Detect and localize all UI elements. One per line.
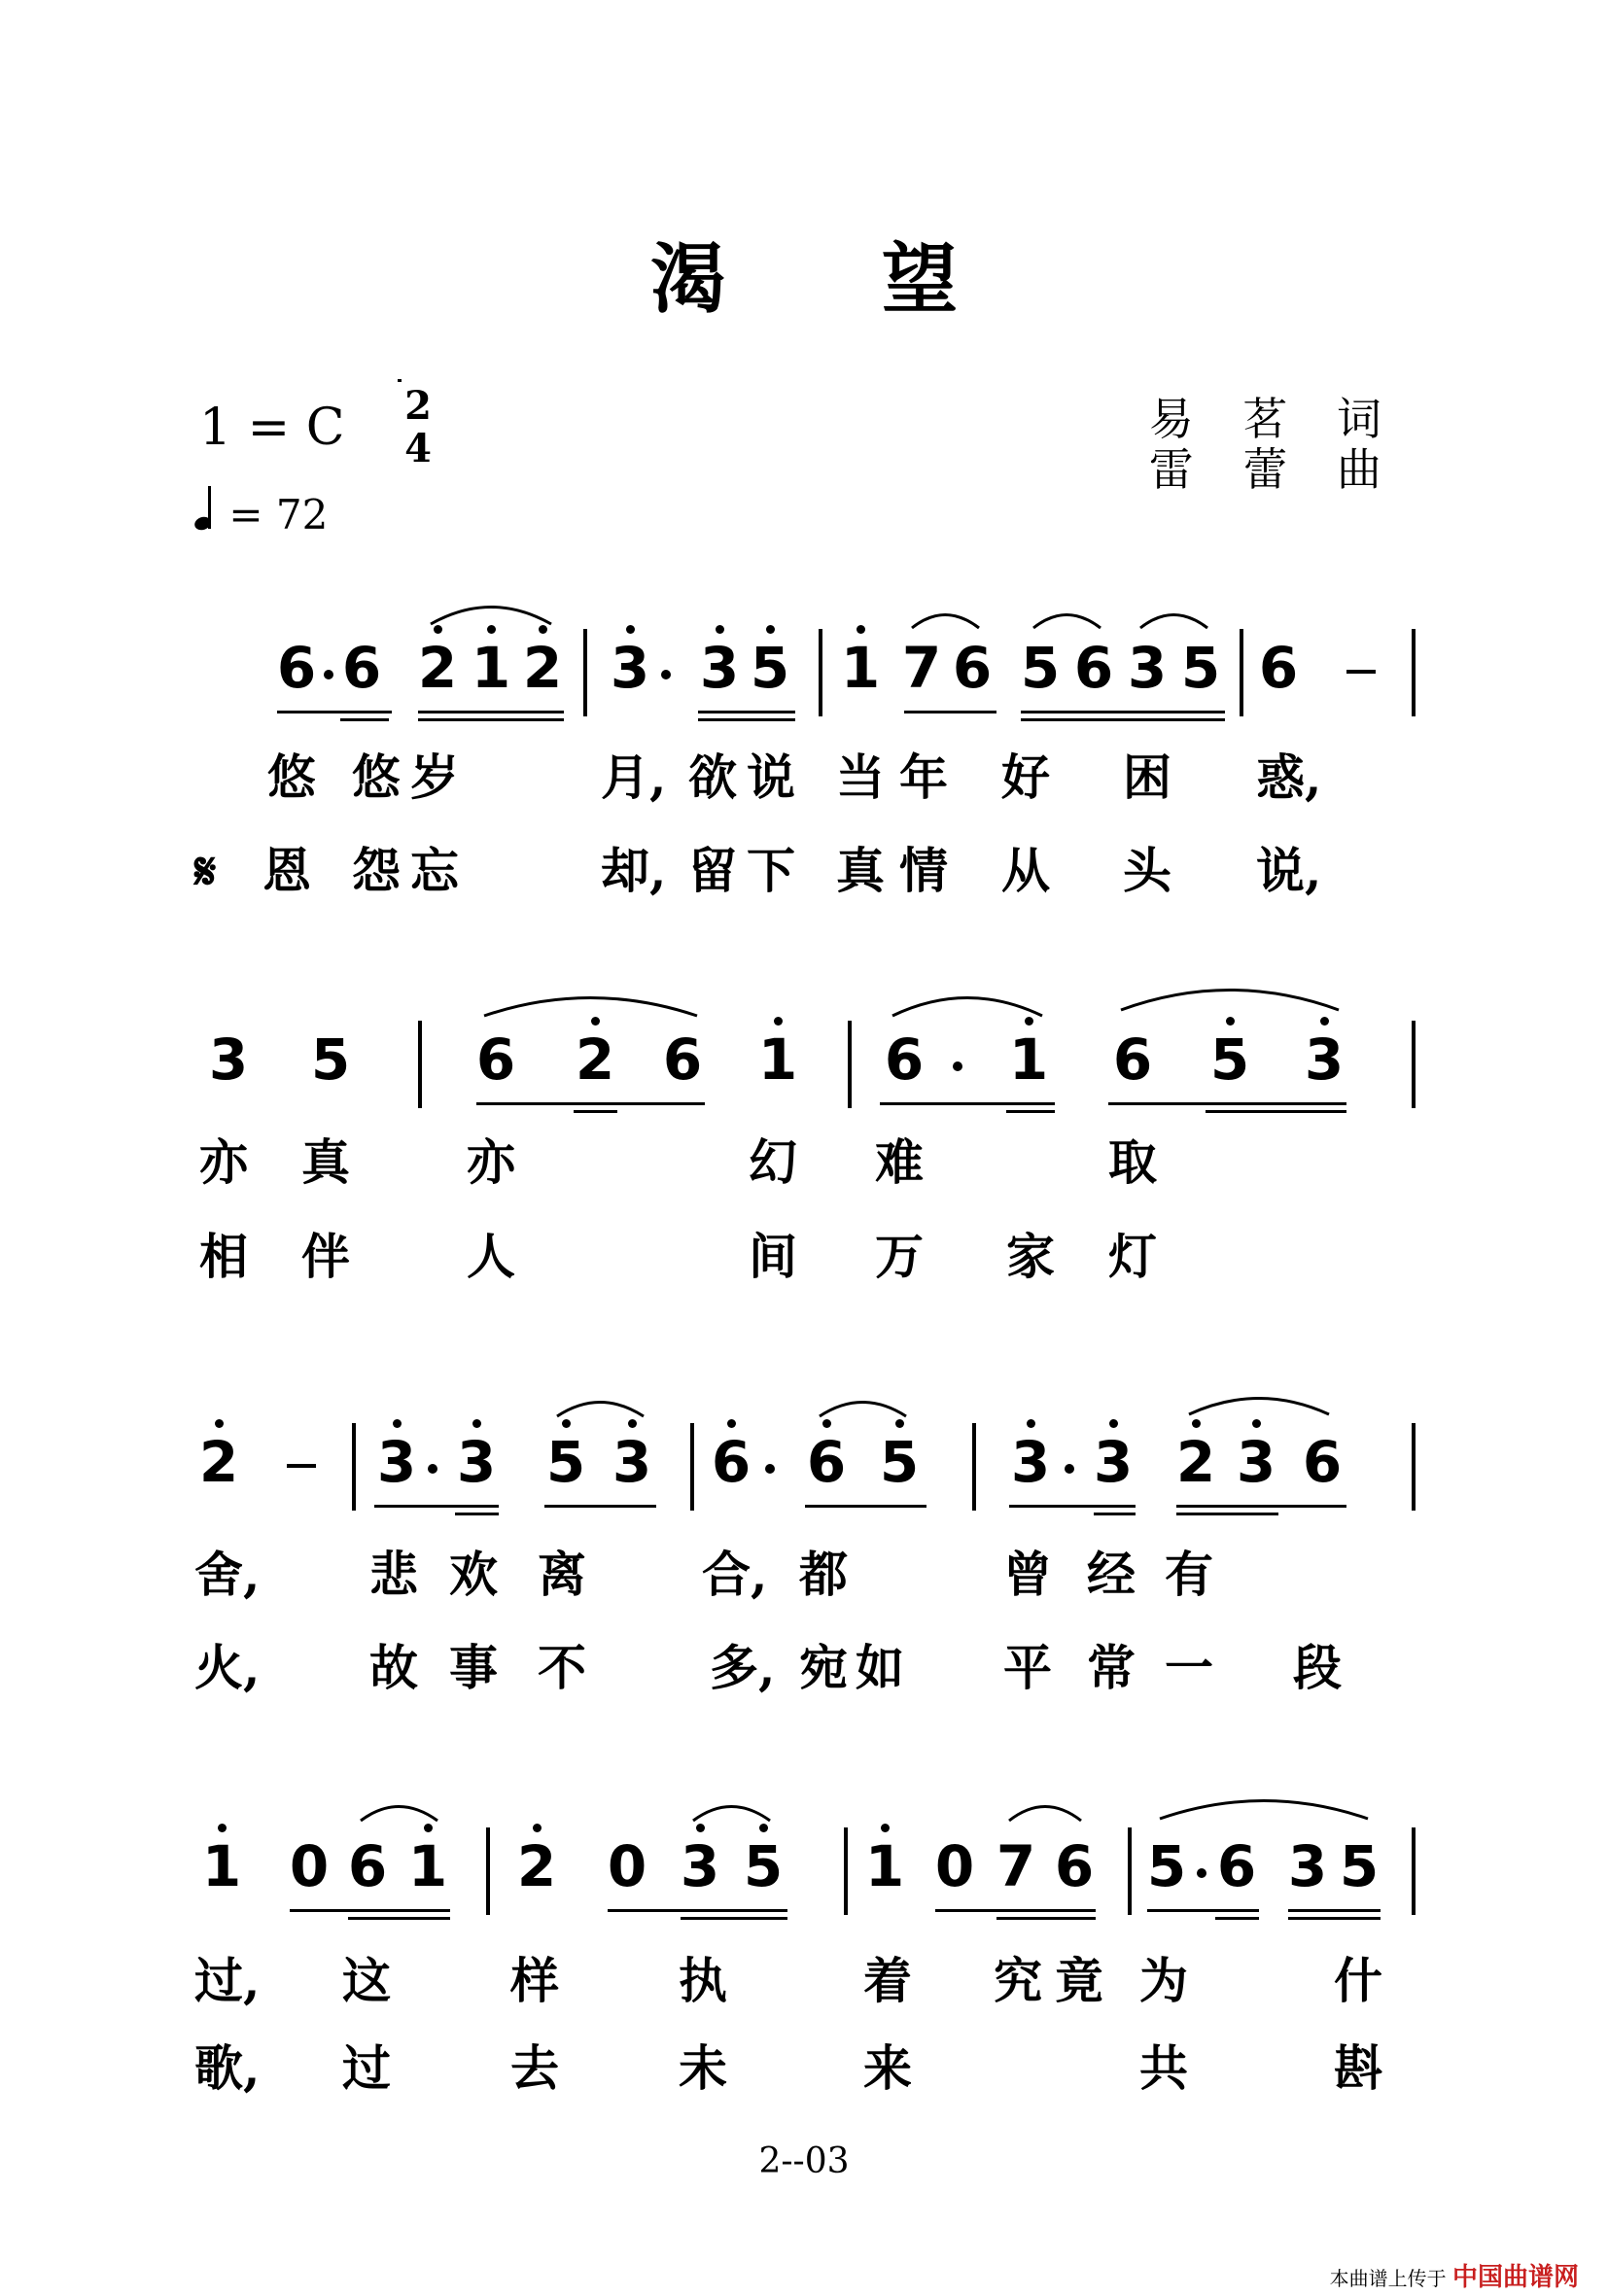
lyric-char: 斟 bbox=[1334, 2039, 1382, 2097]
underline bbox=[1009, 1505, 1136, 1508]
lyric-char: 究 bbox=[994, 1952, 1042, 2009]
note: 3 bbox=[375, 1431, 418, 1493]
note: 5 bbox=[1020, 635, 1061, 701]
lyric-char: 欢 bbox=[449, 1546, 498, 1603]
underline bbox=[880, 1102, 1055, 1105]
note: 5 bbox=[1208, 1028, 1251, 1091]
footer bbox=[1330, 2257, 1579, 2293]
lyric-char: 间 bbox=[749, 1228, 797, 1285]
note: 5 bbox=[544, 1431, 587, 1493]
slur bbox=[428, 598, 554, 627]
note: 6 bbox=[1216, 1833, 1257, 1899]
key-signature: 1 = C bbox=[199, 399, 345, 457]
quarter-note-icon bbox=[194, 500, 216, 539]
song-title: 渴望 bbox=[649, 236, 1113, 324]
bar-line bbox=[972, 1423, 976, 1511]
note: 6 bbox=[884, 1026, 925, 1093]
note: 2 bbox=[515, 1835, 558, 1897]
extension-dash bbox=[287, 1464, 316, 1468]
lyric-char: 悠 bbox=[267, 748, 316, 806]
underline bbox=[348, 1917, 450, 1920]
lyric-char: 人 bbox=[467, 1228, 515, 1285]
note: 0 bbox=[607, 1833, 647, 1899]
lyric-char: 着 bbox=[863, 1952, 912, 2009]
lyric-char: 共 bbox=[1139, 2039, 1188, 2097]
lyric-char: 万 bbox=[875, 1228, 924, 1285]
underline bbox=[544, 1505, 656, 1508]
music-row-4 bbox=[0, 1835, 1608, 1923]
lyric-char: 却, bbox=[601, 842, 667, 899]
lyric-char: 好 bbox=[1001, 748, 1050, 806]
lyric-char: 家 bbox=[1006, 1228, 1055, 1285]
note: 7 bbox=[901, 635, 942, 701]
underline bbox=[1176, 1505, 1346, 1508]
underline bbox=[698, 718, 795, 721]
augmentation-dot bbox=[324, 670, 333, 679]
lyric-char: 说, bbox=[1256, 842, 1322, 899]
underline bbox=[1147, 1909, 1259, 1912]
slur bbox=[1186, 1390, 1332, 1417]
lyricist: 易 茗 词 bbox=[1148, 393, 1399, 445]
note: 2 bbox=[416, 637, 459, 699]
bar-line bbox=[486, 1827, 490, 1915]
note: 3 bbox=[679, 1835, 721, 1897]
note: 3 bbox=[1009, 1431, 1052, 1493]
augmentation-dot bbox=[1197, 1868, 1206, 1878]
lyric-char: 如 bbox=[856, 1639, 904, 1696]
note: 1 bbox=[756, 1028, 799, 1091]
bar-line bbox=[1128, 1827, 1132, 1915]
lyric-char: 当 bbox=[836, 748, 885, 806]
credits bbox=[1149, 394, 1399, 495]
note: 6 bbox=[347, 1833, 388, 1899]
bar-line bbox=[583, 629, 587, 716]
note: 6 bbox=[662, 1026, 703, 1093]
note: 2 bbox=[1174, 1431, 1217, 1493]
underline bbox=[996, 1917, 1096, 1920]
slur bbox=[909, 608, 982, 631]
lyric-char: 亦 bbox=[199, 1133, 248, 1191]
lyric-char: 灯 bbox=[1108, 1228, 1157, 1285]
lyric-char: 一 bbox=[1165, 1639, 1213, 1696]
lyric-char: 未 bbox=[679, 2039, 727, 2097]
lyric-char: 去 bbox=[510, 2039, 559, 2097]
note: 5 bbox=[1180, 635, 1221, 701]
lyric-char: 幻 bbox=[749, 1133, 797, 1191]
note: 5 bbox=[742, 1835, 785, 1897]
lyric-char: 头 bbox=[1123, 842, 1171, 899]
underline bbox=[1176, 1513, 1278, 1515]
bar-line bbox=[848, 1021, 852, 1108]
lyric-char: 惑, bbox=[1256, 748, 1322, 806]
note: 6 bbox=[341, 635, 382, 701]
bar-line bbox=[690, 1423, 694, 1511]
note: 7 bbox=[996, 1833, 1036, 1899]
lyric-char: 不 bbox=[538, 1639, 586, 1696]
slur bbox=[1031, 608, 1103, 631]
lyric-char: 竟 bbox=[1055, 1952, 1103, 2009]
tempo-marking bbox=[194, 491, 328, 539]
underline bbox=[681, 1917, 787, 1920]
slur bbox=[554, 1394, 647, 1419]
footer-text: 本曲谱上传于 bbox=[1329, 2267, 1447, 2290]
note: 3 bbox=[609, 637, 651, 699]
underline bbox=[418, 718, 564, 721]
lyric-char: 岁 bbox=[410, 748, 459, 806]
lyric-char: 这 bbox=[342, 1952, 391, 2009]
lyric-char: 离 bbox=[538, 1546, 586, 1603]
lyric-char: 困 bbox=[1123, 748, 1171, 806]
lyric-char: 火, bbox=[194, 1639, 261, 1696]
lyric-char: 情 bbox=[899, 842, 948, 899]
page-number: 2--03 bbox=[758, 2141, 850, 2181]
lyric-char: 段 bbox=[1293, 1639, 1342, 1696]
note: 3 bbox=[1092, 1431, 1135, 1493]
lyric-char: 下 bbox=[747, 842, 795, 899]
underline bbox=[374, 1505, 499, 1508]
note: 3 bbox=[1303, 1028, 1346, 1091]
lyric-char: 怨 bbox=[352, 842, 401, 899]
music-row-1 bbox=[0, 637, 1608, 724]
underline bbox=[1094, 1513, 1136, 1515]
underline bbox=[904, 711, 996, 713]
lyric-char: 合, bbox=[702, 1546, 768, 1603]
note: 5 bbox=[749, 637, 791, 699]
lyric-char: 宛 bbox=[799, 1639, 848, 1696]
underline bbox=[1206, 1110, 1346, 1113]
note: 2 bbox=[521, 637, 564, 699]
bar-line bbox=[844, 1827, 848, 1915]
composer: 雷 蕾 曲 bbox=[1148, 443, 1399, 496]
bar-line bbox=[1412, 1827, 1416, 1915]
slur bbox=[690, 1798, 773, 1824]
lyric-char: 歌, bbox=[194, 2039, 261, 2097]
slur bbox=[1118, 980, 1342, 1013]
lyric-char: 难 bbox=[875, 1133, 924, 1191]
lyric-char: 经 bbox=[1087, 1546, 1136, 1603]
note: 3 bbox=[1127, 635, 1168, 701]
lyric-char: 执 bbox=[679, 1952, 727, 2009]
note: 3 bbox=[611, 1431, 653, 1493]
note: 6 bbox=[1258, 635, 1299, 701]
underline bbox=[574, 1110, 617, 1113]
lyric-char: 什 bbox=[1334, 1952, 1382, 2009]
underline bbox=[476, 1102, 705, 1105]
lyric-char: 从 bbox=[1001, 842, 1050, 899]
underline bbox=[935, 1909, 1096, 1912]
lyric-char: 常 bbox=[1087, 1639, 1136, 1696]
note: 6 bbox=[805, 1431, 848, 1493]
note: 6 bbox=[1112, 1026, 1153, 1093]
lyric-char: 相 bbox=[199, 1228, 248, 1285]
note: 5 bbox=[1339, 1833, 1380, 1899]
underline bbox=[1006, 1110, 1055, 1113]
lyric-char: 过, bbox=[194, 1952, 261, 2009]
note: 1 bbox=[200, 1835, 243, 1897]
augmentation-dot bbox=[1065, 1464, 1074, 1474]
lyric-char: 来 bbox=[863, 2039, 912, 2097]
lyric-char: 恩 bbox=[262, 842, 311, 899]
augmentation-dot bbox=[428, 1464, 437, 1474]
note: 3 bbox=[208, 1026, 249, 1093]
note: 1 bbox=[1007, 1028, 1050, 1091]
time-signature bbox=[394, 385, 442, 470]
slur bbox=[481, 990, 700, 1019]
slur bbox=[890, 990, 1045, 1019]
lyric-char: 平 bbox=[1003, 1639, 1052, 1696]
bar-line bbox=[352, 1423, 356, 1511]
slur bbox=[358, 1798, 440, 1824]
note: 3 bbox=[455, 1431, 498, 1493]
underline bbox=[418, 711, 564, 713]
augmentation-dot bbox=[953, 1061, 962, 1071]
lyric-char: 亦 bbox=[467, 1133, 515, 1191]
lyric-char: 曾 bbox=[1003, 1546, 1052, 1603]
note: 6 bbox=[475, 1026, 516, 1093]
lyric-char: 事 bbox=[449, 1639, 498, 1696]
music-row-2 bbox=[0, 1028, 1608, 1116]
underline bbox=[455, 1513, 499, 1515]
slur bbox=[1157, 1792, 1371, 1822]
lyric-char: 留 bbox=[688, 842, 737, 899]
lyric-char: 故 bbox=[369, 1639, 418, 1696]
bar-line bbox=[1412, 629, 1416, 716]
underline bbox=[1288, 1909, 1381, 1912]
note: 6 bbox=[952, 635, 993, 701]
underline bbox=[1021, 718, 1225, 721]
site-logo[interactable]: 中国曲谱网 bbox=[1451, 2263, 1579, 2292]
lyric-char: 欲 bbox=[688, 748, 737, 806]
lyric-char: 月, bbox=[601, 748, 667, 806]
underline bbox=[1288, 1917, 1381, 1920]
lyric-char: 忘 bbox=[410, 842, 459, 899]
note: 0 bbox=[289, 1833, 330, 1899]
lyric-char: 年 bbox=[899, 748, 948, 806]
underline bbox=[1021, 711, 1225, 713]
lyric-char: 都 bbox=[799, 1546, 848, 1603]
bar-line bbox=[819, 629, 822, 716]
underline bbox=[1108, 1102, 1346, 1105]
lyric-char: 悲 bbox=[369, 1546, 418, 1603]
lyric-char: 真 bbox=[301, 1133, 350, 1191]
note: 1 bbox=[863, 1835, 906, 1897]
note: 3 bbox=[1235, 1431, 1277, 1493]
lyric-char: 有 bbox=[1165, 1546, 1213, 1603]
lyric-char: 为 bbox=[1139, 1952, 1188, 2009]
note: 6 bbox=[1073, 635, 1114, 701]
bar-line bbox=[1412, 1021, 1416, 1108]
lyric-char: 多, bbox=[710, 1639, 776, 1696]
music-row-3 bbox=[0, 1431, 1608, 1518]
lyric-char: 舍, bbox=[194, 1546, 261, 1603]
underline bbox=[805, 1505, 926, 1508]
time-signature-top: 2 bbox=[404, 383, 432, 429]
underline bbox=[277, 711, 392, 713]
note: 3 bbox=[698, 637, 741, 699]
note: 2 bbox=[197, 1431, 240, 1493]
note: 6 bbox=[710, 1431, 752, 1493]
time-signature-bottom: 4 bbox=[404, 426, 432, 471]
lyric-char: 伴 bbox=[301, 1228, 350, 1285]
note: 6 bbox=[1302, 1429, 1343, 1495]
lyric-char: 样 bbox=[510, 1952, 559, 2009]
bar-line bbox=[1240, 629, 1243, 716]
underline bbox=[608, 1909, 787, 1912]
augmentation-dot bbox=[765, 1464, 775, 1474]
bar-line bbox=[1412, 1423, 1416, 1511]
lyric-char: 悠 bbox=[352, 748, 401, 806]
note: 1 bbox=[470, 637, 512, 699]
extension-dash bbox=[1346, 670, 1376, 674]
note: 6 bbox=[276, 635, 317, 701]
note: 5 bbox=[1146, 1833, 1187, 1899]
lyric-char: 取 bbox=[1108, 1133, 1157, 1191]
underline bbox=[290, 1909, 450, 1912]
lyric-char: 说 bbox=[747, 748, 795, 806]
underline bbox=[698, 711, 795, 713]
tempo-value: = 72 bbox=[228, 491, 329, 539]
bar-line bbox=[418, 1021, 422, 1108]
slur bbox=[1137, 608, 1210, 631]
note: 6 bbox=[1054, 1833, 1095, 1899]
note: 2 bbox=[574, 1028, 616, 1091]
note: 5 bbox=[878, 1431, 921, 1493]
segno-icon: 𝄋 bbox=[194, 842, 217, 901]
note: 0 bbox=[934, 1833, 975, 1899]
slur bbox=[817, 1394, 909, 1419]
slur bbox=[1006, 1798, 1084, 1824]
note: 1 bbox=[839, 637, 882, 699]
note: 5 bbox=[310, 1026, 351, 1093]
underline bbox=[1215, 1917, 1259, 1920]
note: 1 bbox=[406, 1835, 449, 1897]
lyric-char: 过 bbox=[342, 2039, 391, 2097]
note: 3 bbox=[1287, 1833, 1328, 1899]
lyric-char: 真 bbox=[836, 842, 885, 899]
underline bbox=[340, 718, 389, 721]
augmentation-dot bbox=[661, 670, 671, 679]
